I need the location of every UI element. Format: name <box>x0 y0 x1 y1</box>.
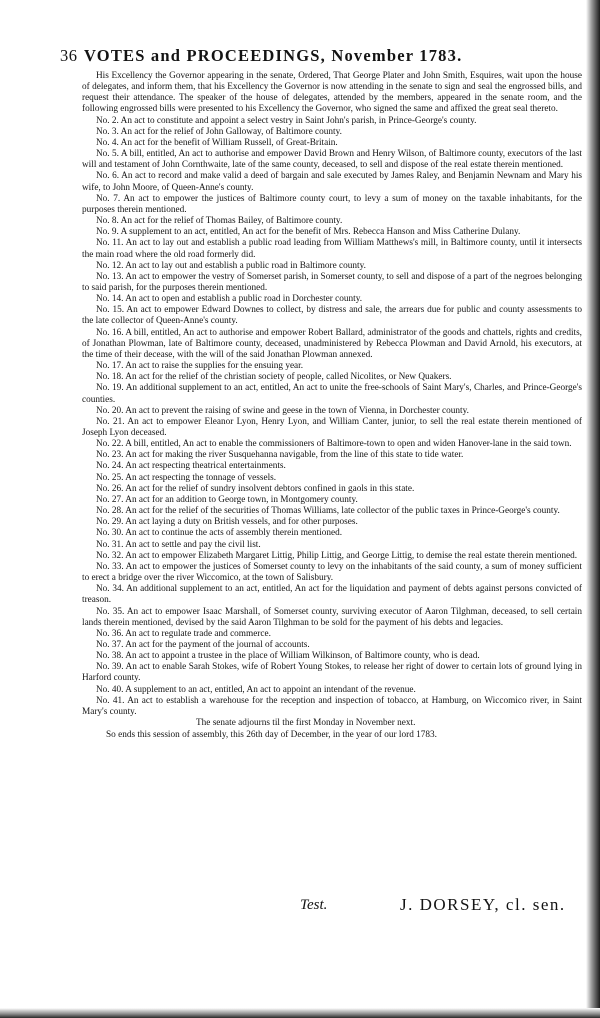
bill-entry: No. 6. An act to record and make valid a deed of bargain and sale executed by James Raley, and Benjamin Newnam and Mary his wife, to John Moore, of Queen-Anne's county. <box>82 171 582 193</box>
bill-entry: No. 22. A bill, entitled, An act to enable the commissioners of Baltimore-town to open and widen Hanover-lane in the said town. <box>96 439 572 450</box>
bill-entry: No. 4. An act for the benefit of William Russell, of Great-Britain. <box>96 137 338 148</box>
bill-entry: No. 12. An act to lay out and establish a public road in Baltimore county. <box>96 260 366 271</box>
bill-entry: No. 29. An act laying a duty on British vessels, and for other purposes. <box>96 517 358 528</box>
page-header <box>60 46 560 70</box>
running-title: VOTES and PROCEEDINGS, November 1783. <box>84 46 463 65</box>
bill-entry: No. 14. An act to open and establish a public road in Dorchester county. <box>96 294 363 305</box>
bill-entry: No. 19. An additional supplement to an act, entitled, An act to unite the free-schools of Saint Mary's, Charles, and Prince-George's counties. <box>82 383 582 405</box>
bill-entry: No. 17. An act to raise the supplies for the ensuing year. <box>96 361 304 372</box>
bill-entry: No. 2. An act to constitute and appoint a select vestry in Saint John's parish, in Prince-George's county. <box>96 115 477 126</box>
bill-entry: No. 20. An act to prevent the raising of swine and geese in the town of Vienna, in Dorchester county. <box>96 405 469 416</box>
page-edge-shadow-bottom <box>0 1008 600 1018</box>
bill-entry: No. 16. A bill, entitled, An act to authorise and empower Robert Ballard, administrator of the goods and chattels, rights and credits, of Jonathan Plowman, late of Baltimore county, deceased, unadministered by Rebecca Plowman and David Arnold, his executors, at the time of their decease, with the will of the said Jonathan Plowman annexed. <box>82 327 582 360</box>
bill-entry: No. 35. An act to empower Isaac Marshall, of Somerset county, surviving executor of Aaron Tilghman, deceased, to sell certain lands therein mentioned, devised by the said Aaron Tilghman to be sold for the payment of his debts and legacies. <box>82 606 582 628</box>
clerk-signature: J. DORSEY, cl. sen. <box>400 895 566 914</box>
bill-entry: No. 27. An act for an addition to George town, in Montgomery county. <box>96 494 358 505</box>
bill-entry: No. 11. An act to lay out and establish a public road leading from William Matthews's mill, in Baltimore county, until it intersects the main road where the old road formerly did. <box>82 238 582 260</box>
page-number: 36 <box>60 46 78 65</box>
closing-line: So ends this session of assembly, this 26th day of December, in the year of our lord 1783. <box>106 730 437 741</box>
bill-entry: No. 32. An act to empower Elizabeth Margaret Littig, Philip Littig, and George Littig, to demise the real estate therein mentioned. <box>96 550 578 561</box>
proceedings-text <box>82 71 582 741</box>
bill-entry: No. 30. An act to continue the acts of assembly therein mentioned. <box>96 528 343 539</box>
test-label: Test. <box>300 897 328 913</box>
bill-entry: No. 39. An act to enable Sarah Stokes, wife of Robert Young Stokes, to release her right of dower to certain lots of ground lying in Harford county. <box>82 662 582 684</box>
bill-entry: No. 3. An act for the relief of John Galloway, of Baltimore county. <box>96 126 342 137</box>
bill-entry: No. 40. A supplement to an act, entitled, An act to appoint an intendant of the revenue. <box>96 684 416 695</box>
bill-entry: No. 23. An act for making the river Susquehanna navigable, from the line of this state to tide water. <box>96 450 464 461</box>
bill-entry: No. 33. An act to empower the justices of Somerset county to levy on the inhabitants of the said county, a sum of money sufficient to erect a bridge over the river Wiccomico, at the town of Salisbury. <box>82 561 582 584</box>
bill-entry: No. 9. A supplement to an act, entitled, An act for the benefit of Mrs. Rebecca Hanson and Miss Catherine Dulany. <box>96 227 521 238</box>
bill-entry: No. 31. An act to settle and pay the civil list. <box>96 539 261 550</box>
bill-entry: No. 13. An act to empower the vestry of Somerset parish, in Somerset county, to sell and dispose of a part of the negroes belonging to said parish, for the purposes therein mentioned. <box>82 271 582 293</box>
bill-entry: No. 8. An act for the relief of Thomas Bailey, of Baltimore county. <box>96 216 343 227</box>
bill-entry: No. 25. An act respecting the tonnage of vessels. <box>96 472 277 483</box>
bill-entry: No. 34. An additional supplement to an act, entitled, An act for the liquidation and payment of debts against persons convicted of treason. <box>82 584 582 606</box>
bill-entry: No. 15. An act to empower Edward Downes to collect, by distress and sale, the arrears due for public and county assessments to the late collector of Queen-Anne's county. <box>82 305 582 327</box>
bill-entry: No. 24. An act respecting theatrical entertainments. <box>96 461 286 472</box>
bill-entry: No. 28. An act for the relief of the securities of Thomas Williams, late collector of the public taxes in Prince-George's county. <box>96 506 560 517</box>
bill-entry: No. 5. A bill, entitled, An act to authorise and empower David Brown and Henry Wilson, of Baltimore county, executors of the last will and testament of John Cornthwaite, late of the same county, deceased, to sell and dispose of the real estate therein mentioned. <box>82 149 582 171</box>
bill-entry: No. 38. An act to appoint a trustee in the place of William Wilkinson, of Baltimore county, who is dead. <box>96 651 480 662</box>
bill-entry: No. 7. An act to empower the justices of Baltimore county court, to levy a sum of money on the taxable inhabitants, for the purposes therein mentioned. <box>82 193 582 215</box>
bill-entry: No. 41. An act to establish a warehouse for the reception and inspection of tobacco, at Hamburg, on Wiccomico river, in Saint Mary's county. <box>82 695 582 717</box>
opening-paragraph: His Excellency the Governor appearing in the senate, Ordered, That George Plater and John Smith, Esquires, wait upon the house of delegates, and inform them, that his Excellency the Governor is now attending in the senate to sign and seal the engrossed bills, and request their attendance. The speaker of the house of delegates, attended by the members, appeared in the senate room, and the following engrossed bills were presented to his Excellency the Governor, who signed the same and affixed the great seal thereto. <box>82 71 582 115</box>
bill-entry: No. 18. An act for the relief of the christian society of people, called Nicolites, or New Quakers. <box>96 372 452 383</box>
signature-block <box>300 895 580 919</box>
bill-entry: No. 21. An act to empower Eleanor Lyon, Henry Lyon, and William Canter, junior, to sell the real estate therein mentioned of Joseph Lyon deceased. <box>82 416 582 438</box>
page-edge-shadow-right <box>586 0 600 1018</box>
bill-entry: No. 36. An act to regulate trade and commerce. <box>96 628 271 639</box>
bill-entry: No. 37. An act for the payment of the journal of accounts. <box>96 639 310 650</box>
bill-entry: No. 26. An act for the relief of sundry insolvent debtors confined in gaols in this state. <box>96 483 415 494</box>
adjournment-line: The senate adjourns til the first Monday in November next. <box>196 718 416 729</box>
